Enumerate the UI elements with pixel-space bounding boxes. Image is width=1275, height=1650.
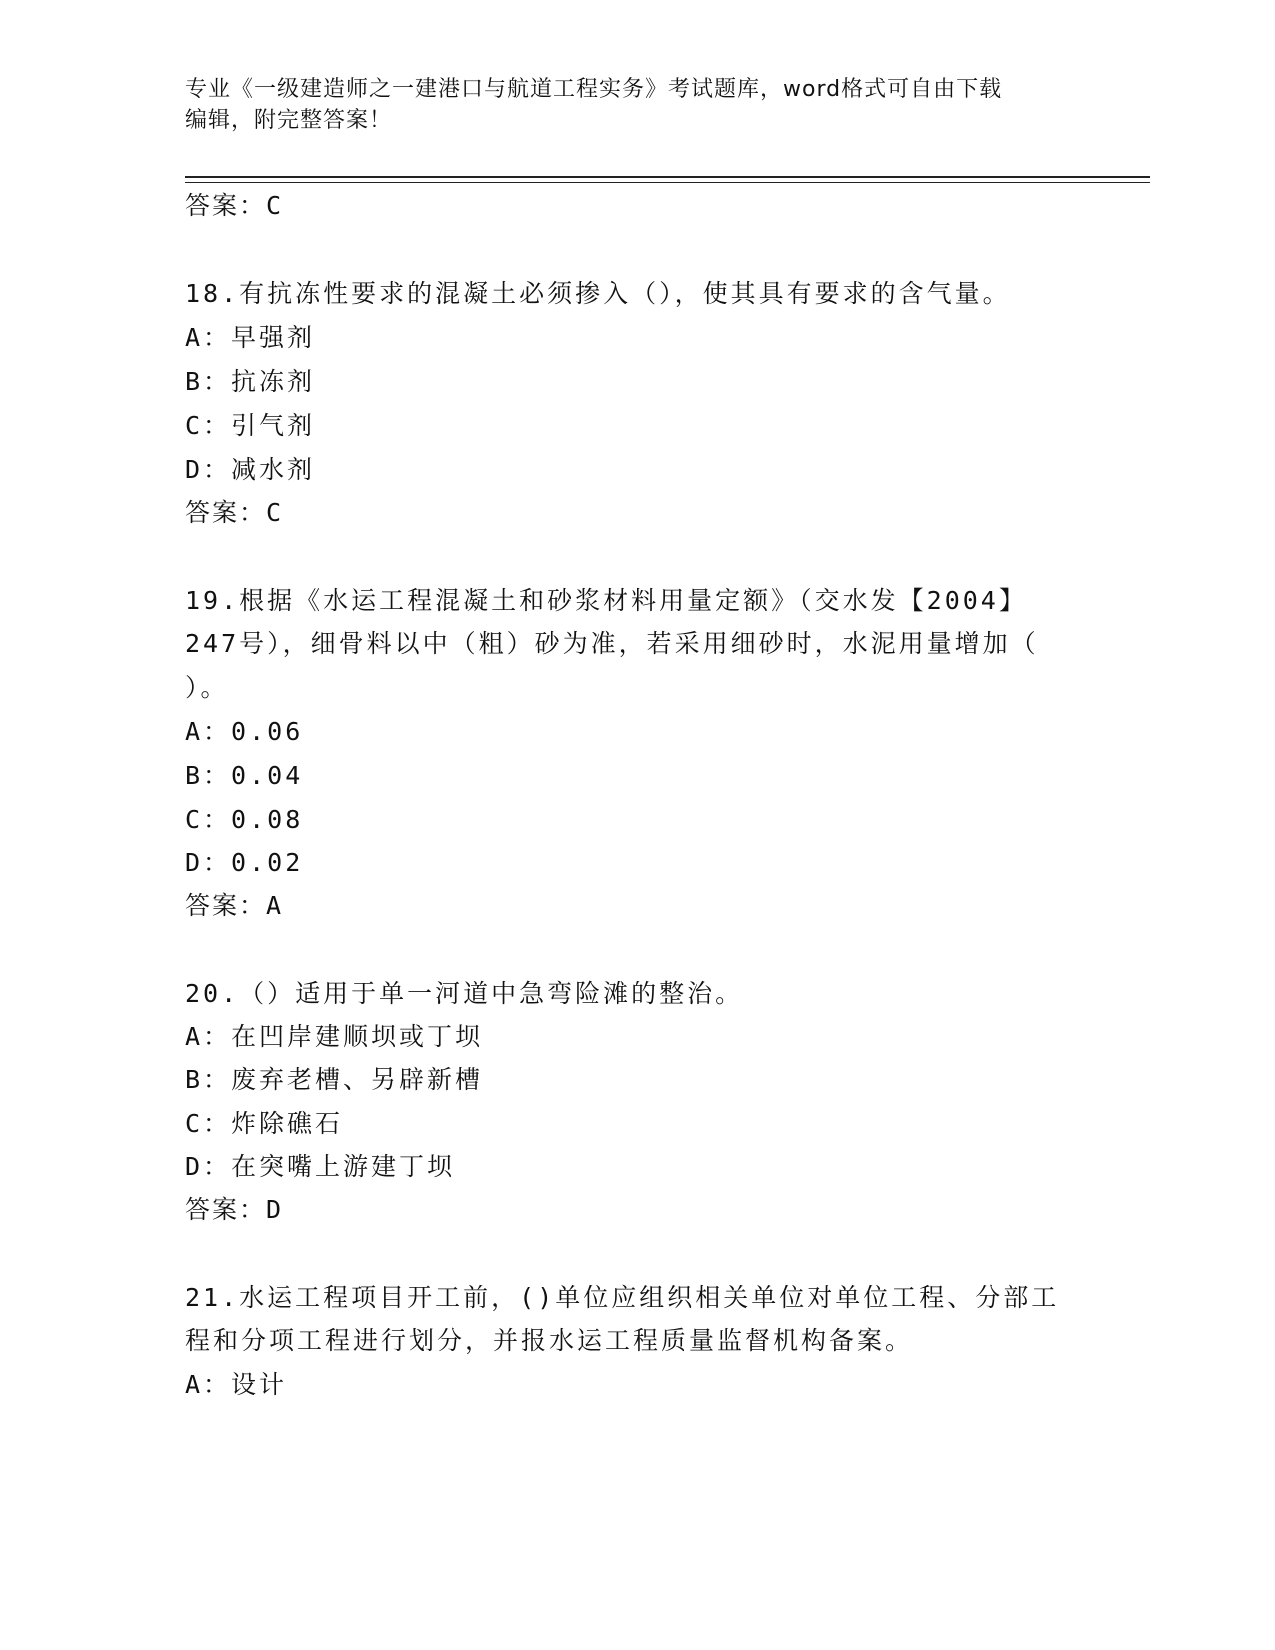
- document-header: [185, 74, 1065, 136]
- question-20-option-b: B：废弃老槽、另辟新槽: [185, 1065, 484, 1094]
- question-20-option-c: C：炸除礁石: [185, 1109, 344, 1138]
- question-19-option-b: B：0.04: [185, 761, 304, 790]
- question-19-text-line-1: 19.根据《水运工程混凝土和砂浆材料用量定额》（交水发【2004】: [185, 586, 1027, 615]
- question-20-text: 20.（）适用于单一河道中急弯险滩的整治。: [185, 979, 744, 1008]
- question-18-option-d: D：减水剂: [185, 455, 316, 484]
- header-line-1: 专业《一级建造师之一建港口与航道工程实务》考试题库，word格式可自由下载: [185, 77, 1003, 102]
- question-18-option-c: C：引气剂: [185, 411, 316, 440]
- question-19-answer: [185, 886, 283, 922]
- question-20-option-d: D：在突嘴上游建丁坝: [185, 1152, 456, 1181]
- question-20-answer: [185, 1190, 283, 1226]
- answer-value: C: [266, 498, 284, 527]
- question-18-text: 18.有抗冻性要求的混凝土必须掺入（），使其具有要求的含气量。: [185, 279, 1011, 308]
- question-19-option-a: A：0.06: [185, 717, 304, 746]
- answer-label: 答案：: [185, 1195, 267, 1224]
- question-18-option-a: A：早强剂: [185, 323, 316, 352]
- answer-label: 答案：: [185, 891, 267, 920]
- question-19-text-line-2: 247号），细骨料以中（粗）砂为准，若采用细砂时，水泥用量增加（: [185, 629, 1039, 658]
- header-line-2: 编辑，附完整答案！: [185, 108, 393, 133]
- question-21-option-a: A：设计: [185, 1370, 288, 1399]
- answer-line: [185, 186, 283, 222]
- question-19-text-line-3: ）。: [185, 673, 229, 702]
- header-divider-thin: [185, 182, 1150, 183]
- answer-value: D: [266, 1195, 284, 1224]
- answer-value: C: [266, 191, 284, 220]
- answer-label: 答案：: [185, 498, 267, 527]
- header-divider: [185, 176, 1150, 178]
- question-21-text-line-1: 21.水运工程项目开工前，()单位应组织相关单位对单位工程、分部工: [185, 1283, 1060, 1312]
- question-19-option-c: C：0.08: [185, 805, 304, 834]
- question-21-text-line-2: 程和分项工程进行划分，并报水运工程质量监督机构备案。: [185, 1326, 914, 1355]
- answer-label: 答案：: [185, 191, 267, 220]
- question-18-answer: [185, 493, 283, 529]
- question-18-option-b: B：抗冻剂: [185, 367, 316, 396]
- question-20-option-a: A：在凹岸建顺坝或丁坝: [185, 1022, 484, 1051]
- question-19-option-d: D：0.02: [185, 848, 304, 877]
- answer-value: A: [266, 891, 284, 920]
